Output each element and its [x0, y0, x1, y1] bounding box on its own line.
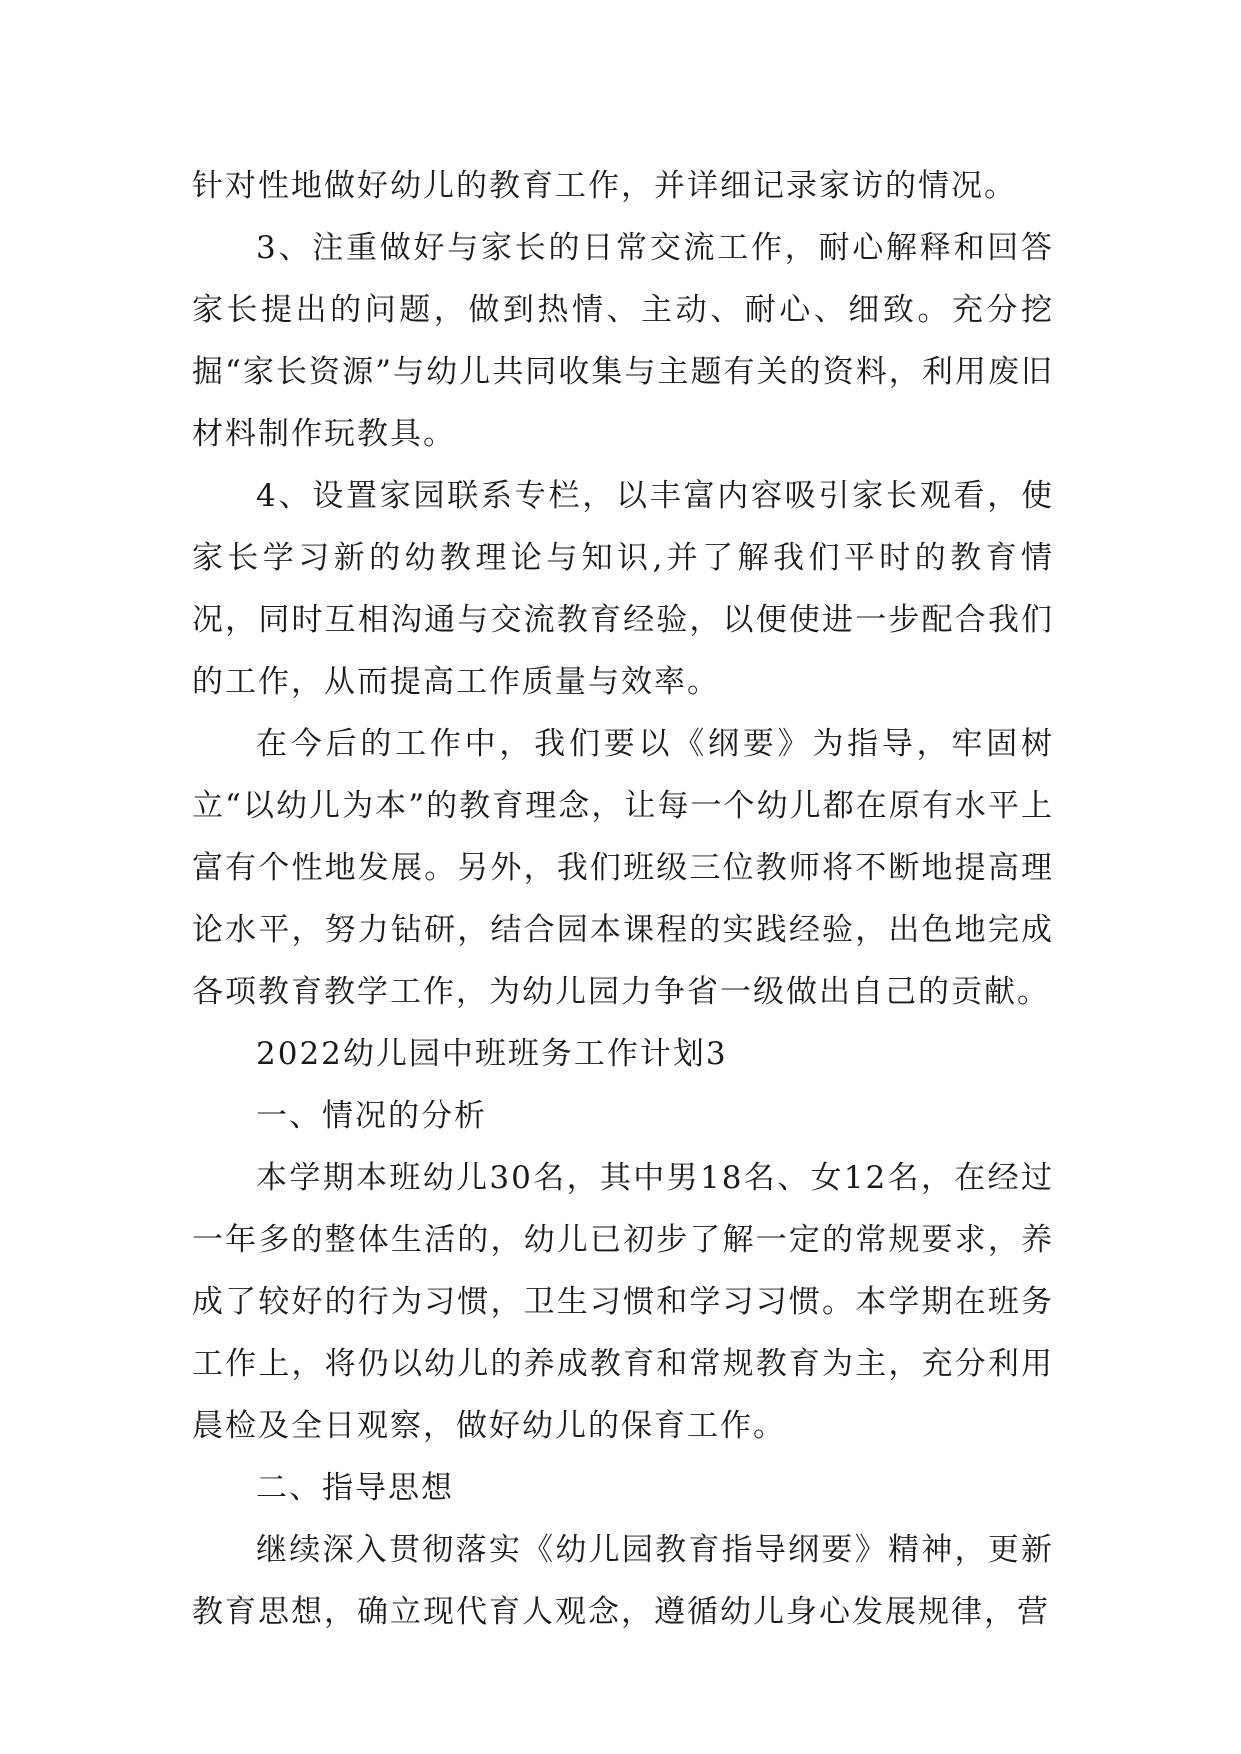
document-body [192, 155, 1054, 1643]
paragraph-item-4: 4、设置家园联系专栏，以丰富内容吸引家长观看，使家长学习新的幼教理论与知识,并了解我们平时的教育情况，同时互相沟通与交流教育经验，以便使进一步配合我们的工作，从而提高工作质量与效率。 [192, 478, 1054, 700]
paragraph-continuation: 针对性地做好幼儿的教育工作，并详细记录家访的情况。 [192, 168, 1017, 204]
heading-situation-analysis: 一、情况的分析 [256, 1098, 487, 1134]
paragraph-item-3: 3、注重做好与家长的日常交流工作，耐心解释和回答家长提出的问题，做到热情、主动、耐心、细致。充分挖掘“家长资源”与幼儿共同收集与主题有关的资料，利用废旧材料制作玩教具。 [192, 230, 1054, 452]
paragraph-situation: 本学期本班幼儿30名，其中男18名、女12名，在经过一年多的整体生活的，幼儿已初步了解一定的常规要求，养成了较好的行为习惯，卫生习惯和学习习惯。本学期在班务工作上，将仍以幼儿的养成教育和常规教育为主，充分利用晨检及全日观察，做好幼儿的保育工作。 [192, 1160, 1054, 1444]
paragraph-guiding-idea: 继续深入贯彻落实《幼儿园教育指导纲要》精神，更新教育思想，确立现代育人观念，遵循幼儿身心发展规律，营 [192, 1532, 1054, 1630]
paragraph-conclusion: 在今后的工作中，我们要以《纲要》为指导，牢固树立“以幼儿为本”的教育理念，让每一个幼儿都在原有水平上富有个性地发展。另外，我们班级三位教师将不断地提高理论水平，努力钻研，结合园本课程的实践经验，出色地完成各项教育教学工作，为幼儿园力争省一级做出自己的贡献。 [192, 726, 1054, 1010]
heading-guiding-idea: 二、指导思想 [256, 1470, 454, 1506]
section-title: 2022幼儿园中班班务工作计划3 [256, 1036, 728, 1072]
